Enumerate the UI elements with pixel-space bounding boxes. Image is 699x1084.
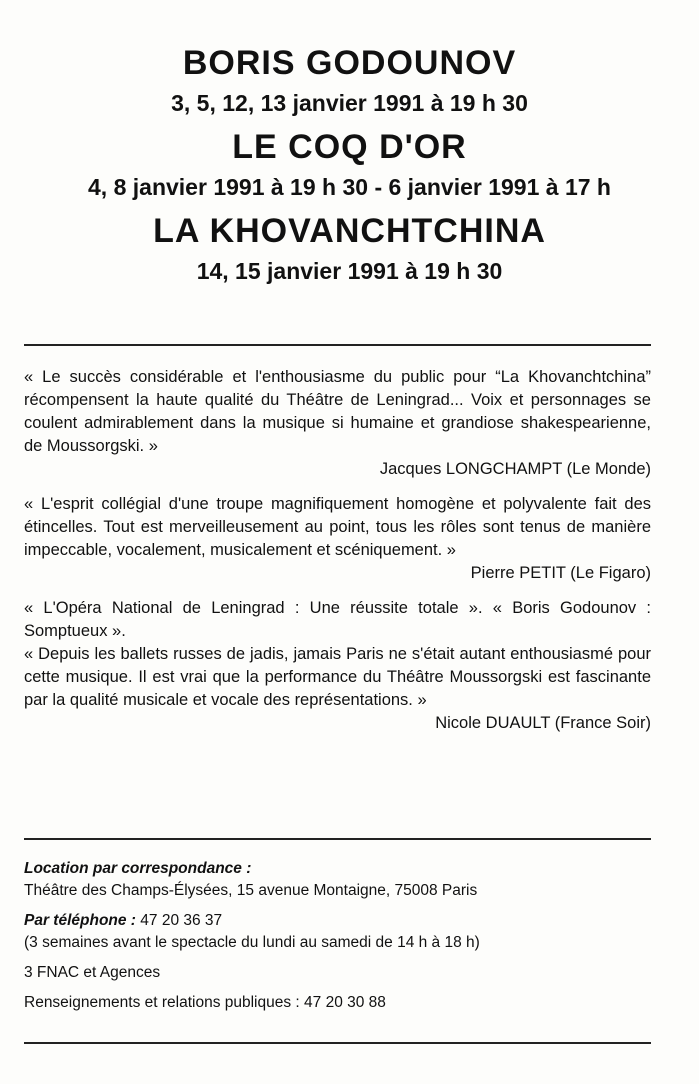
divider-top	[24, 344, 651, 346]
phone-line	[24, 910, 651, 932]
contact-line: Renseignements et relations publiques : 47 20 30 88	[24, 994, 386, 1011]
phone-number: 47 20 36 37	[135, 912, 223, 929]
review-quote: « L'Opéra National de Leningrad : Une réussite totale ». « Boris Godounov : Somptueux ».	[24, 599, 651, 640]
review-author: Jacques LONGCHAMPT (Le Monde)	[379, 460, 651, 478]
fnac-line: 3 FNAC et Agences	[24, 964, 161, 981]
divider-middle	[24, 838, 651, 840]
review-author: Nicole DUAULT (France Soir)	[435, 714, 651, 732]
show-dates-boris: 3, 5, 12, 13 janvier 1991 à 19 h 30	[171, 90, 528, 116]
location-label: Location par correspondance :	[24, 860, 252, 877]
phone-note: (3 semaines avant le spectacle du lundi au samedi de 14 h à 18 h)	[24, 934, 480, 951]
theatre-address: Théâtre des Champs-Élysées, 15 avenue Montaigne, 75008 Paris	[24, 882, 478, 899]
press-reviews	[24, 366, 651, 735]
performance-list	[0, 40, 699, 292]
review-author: Pierre PETIT (Le Figaro)	[470, 564, 651, 582]
divider-bottom	[24, 1042, 651, 1044]
show-dates-coq: 4, 8 janvier 1991 à 19 h 30 - 6 janvier 1991 à 17 h	[88, 174, 611, 200]
show-title-coq: LE COQ D'OR	[232, 128, 467, 166]
show-title-boris: BORIS GODOUNOV	[182, 44, 517, 82]
show-dates-khovanchtchina: 14, 15 janvier 1991 à 19 h 30	[196, 258, 503, 284]
show-title-khovanchtchina: LA KHOVANCHTCHINA	[153, 212, 546, 250]
phone-label: Par téléphone :	[24, 912, 136, 929]
booking-info	[24, 858, 651, 1014]
review-quote: « L'esprit collégial d'une troupe magnifiquement homogène et polyvalente fait des étincelles. Tout est merveilleusement au point, tous les rôles sont tenus de manière impeccable, vocalement, musicalement et scéniquement. »	[24, 495, 651, 559]
review-quote: « Depuis les ballets russes de jadis, jamais Paris ne s'était autant enthousiasmé pour cette musique. Il est vrai que la performance du Théâtre Moussorgski est fascinante par la qualité musicale et vocale des représentations. »	[24, 645, 651, 709]
review-quote: « Le succès considérable et l'enthousiasme du public pour “La Khovanchtchina” récompensent la haute qualité du Théâtre de Leningrad... Voix et personnages se coulent admirablement dans la musique si humaine et grandiose shakespearienne, de Moussorgski. »	[24, 368, 651, 455]
